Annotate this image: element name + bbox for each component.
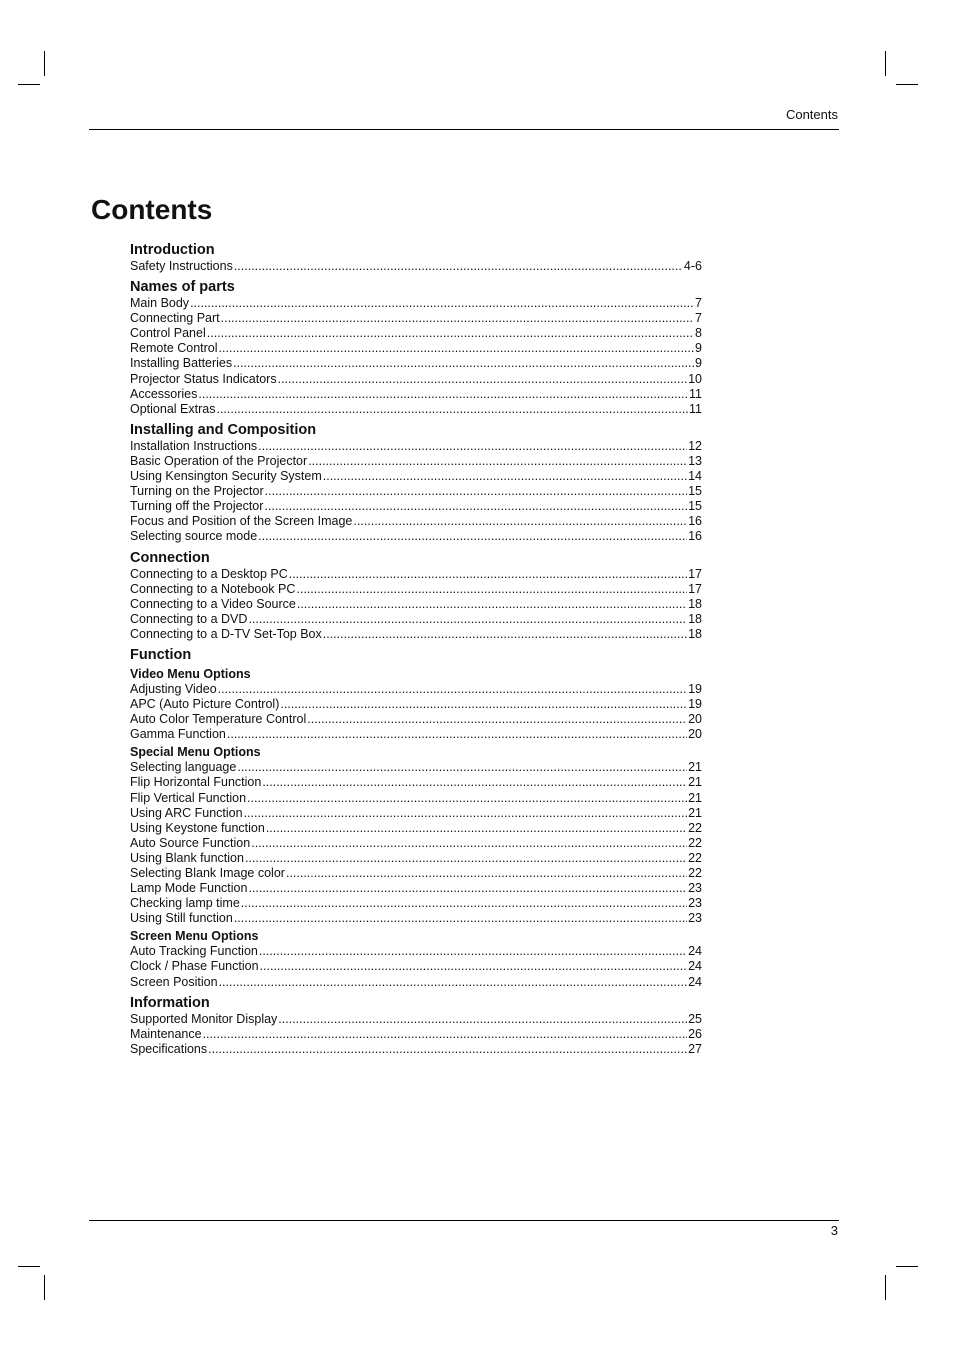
toc-entry[interactable] (130, 402, 702, 417)
toc-entry-label: Flip Vertical Function (130, 790, 247, 805)
toc-entry-label: Connecting to a Notebook PC (130, 581, 296, 596)
dot-leader (286, 866, 687, 881)
dot-leader (308, 454, 687, 469)
toc-entry[interactable] (130, 851, 702, 866)
toc-entry[interactable] (130, 911, 702, 926)
toc-entry-label: Connecting Part (130, 311, 220, 326)
crop-mark (896, 1266, 918, 1267)
toc-entry-label: Screen Position (130, 974, 218, 989)
toc-entry-page: 21 (688, 760, 702, 775)
toc-entry-page: 22 (688, 866, 702, 880)
toc-entry[interactable] (130, 612, 702, 627)
dot-leader (278, 372, 687, 387)
dot-leader (251, 836, 687, 851)
toc-entry[interactable] (130, 326, 702, 341)
toc-entry-page: 19 (688, 697, 702, 712)
toc-entry[interactable] (130, 1042, 702, 1057)
toc-entry-page: 9 (695, 356, 702, 371)
toc-subsection-title: Special Menu Options (130, 745, 261, 760)
toc-entry-label: Using Keystone function (130, 820, 265, 835)
toc-entry-label: Clock / Phase Function (130, 959, 259, 974)
toc-entry-label: Checking lamp time (130, 896, 240, 911)
dot-leader (323, 469, 687, 484)
toc-entry-page: 18 (688, 611, 702, 626)
toc-entry-page: 18 (688, 626, 702, 641)
toc-entry-page: 25 (688, 1011, 702, 1026)
toc-entry-label: Optional Extras (130, 401, 216, 416)
toc-entry[interactable] (130, 866, 702, 881)
page-number: 3 (830, 1223, 838, 1238)
toc-entry[interactable] (130, 836, 702, 851)
toc-entry-page: 27 (688, 1041, 702, 1056)
dot-leader (323, 627, 687, 642)
toc-entry-label: Adjusting Video (130, 681, 217, 696)
crop-mark (896, 84, 918, 85)
crop-mark (885, 51, 886, 76)
toc-entry[interactable] (130, 727, 702, 742)
toc-entry-label: Gamma Function (130, 727, 226, 742)
toc-entry-label: Basic Operation of the Projector (130, 453, 308, 468)
toc-entry[interactable] (130, 341, 702, 356)
toc-section (130, 646, 702, 990)
dot-leader (244, 806, 688, 821)
dot-leader (264, 499, 687, 514)
toc-entry[interactable] (130, 387, 702, 402)
toc-entry-page: 21 (688, 775, 702, 790)
crop-mark (18, 84, 40, 85)
dot-leader (245, 851, 687, 866)
toc-entry[interactable] (130, 514, 702, 529)
toc-entry-page: 4-6 (683, 259, 702, 273)
toc-entry-page: 23 (688, 911, 702, 926)
dot-leader (218, 682, 687, 697)
toc-entry-label: Safety Instructions (130, 259, 233, 273)
toc-entry-page: 21 (688, 805, 702, 820)
toc-entry-page: 13 (688, 453, 702, 468)
dot-leader (241, 896, 687, 911)
header-rule (89, 129, 839, 130)
toc-section (130, 549, 702, 642)
toc-entry-label: Connecting to a D-TV Set-Top Box (130, 626, 322, 641)
toc-entry-label: Using Kensington Security System (130, 469, 322, 484)
toc-entry-page: 11 (689, 386, 702, 401)
toc-entry-page: 16 (688, 514, 702, 529)
toc-entry-label: Using Still function (130, 911, 233, 926)
dot-leader (198, 387, 688, 402)
toc-entry-page: 23 (688, 881, 702, 896)
toc-entry-label: Auto Source Function (130, 835, 251, 850)
dot-leader (234, 259, 683, 274)
toc-entry-page: 15 (688, 484, 702, 499)
toc-entry-page: 24 (688, 944, 702, 959)
toc-section-title: Names of parts (130, 279, 235, 296)
toc-entry-page: 7 (695, 296, 702, 311)
dot-leader (233, 356, 694, 371)
toc-entry-page: 24 (688, 959, 702, 974)
toc-entry[interactable] (130, 944, 702, 959)
toc-entry[interactable] (130, 311, 702, 326)
toc-entry[interactable] (130, 567, 702, 582)
dot-leader (247, 791, 687, 806)
dot-leader (353, 514, 687, 529)
toc-entry[interactable] (130, 296, 702, 311)
dot-leader (280, 697, 687, 712)
toc-entry-page: 18 (688, 596, 702, 611)
toc-entry[interactable] (130, 356, 702, 371)
dot-leader (221, 311, 694, 326)
toc-entry-page: 10 (688, 371, 702, 386)
toc-entry-page: 22 (688, 820, 702, 835)
toc-entry-label: Auto Tracking Function (130, 944, 258, 959)
dot-leader (289, 567, 687, 582)
toc-section (130, 421, 702, 545)
toc-section-title: Information (130, 994, 210, 1011)
toc-entry-page: 9 (695, 341, 702, 356)
toc-entry-page: 8 (695, 326, 702, 341)
toc-entry[interactable] (130, 760, 702, 775)
crop-mark (44, 1275, 45, 1300)
dot-leader (265, 484, 687, 499)
running-header: Contents (785, 107, 838, 122)
toc-entry[interactable] (130, 372, 702, 387)
toc-entry-label: Installation Instructions (130, 438, 258, 453)
toc-entry-page: 15 (688, 499, 702, 514)
toc-entry[interactable] (130, 499, 702, 514)
toc-entry-page: 22 (688, 850, 702, 865)
dot-leader (237, 760, 687, 775)
toc-subsection-title: Video Menu Options (130, 666, 251, 681)
toc-entry-label: Selecting Blank Image color (130, 866, 285, 880)
dot-leader (266, 821, 687, 836)
toc-entry[interactable] (130, 682, 702, 697)
toc-entry-label: Main Body (130, 296, 190, 311)
toc-subsection (130, 667, 702, 742)
toc-entry-page: 20 (688, 712, 702, 727)
table-of-contents (130, 241, 702, 1061)
dot-leader (207, 326, 694, 341)
toc-entry-label: Connecting to a Video Source (130, 596, 296, 611)
toc-entry-label: Turning off the Projector (130, 499, 264, 514)
toc-entry-label: Supported Monitor Display (130, 1011, 278, 1026)
dot-leader (234, 911, 687, 926)
toc-entry[interactable] (130, 821, 702, 836)
toc-entry-page: 26 (688, 1026, 702, 1041)
toc-entry[interactable] (130, 806, 702, 821)
toc-entry-page: 19 (688, 681, 702, 696)
toc-entry-label: Specifications (130, 1041, 208, 1056)
toc-entry-page: 11 (689, 401, 702, 416)
toc-entry[interactable] (130, 454, 702, 469)
toc-entry-page: 21 (688, 790, 702, 805)
toc-entry-label: Installing Batteries (130, 356, 233, 371)
toc-entry[interactable] (130, 1012, 702, 1027)
dot-leader (216, 402, 688, 417)
toc-entry-page: 12 (688, 438, 702, 453)
dot-leader (297, 597, 687, 612)
toc-entry-label: Turning on the Projector (130, 484, 264, 499)
toc-entry[interactable] (130, 791, 702, 806)
dot-leader (203, 1027, 688, 1042)
toc-section-title: Connection (130, 549, 210, 566)
toc-entry-label: Selecting source mode (130, 529, 258, 544)
toc-entry-page: 23 (688, 896, 702, 911)
toc-entry[interactable] (130, 484, 702, 499)
toc-entry-label: Control Panel (130, 326, 206, 341)
toc-entry-page: 14 (688, 469, 702, 484)
dot-leader (208, 1042, 687, 1057)
toc-subsection-title: Screen Menu Options (130, 929, 259, 944)
toc-entry[interactable] (130, 896, 702, 911)
toc-entry[interactable] (130, 775, 702, 790)
dot-leader (219, 975, 688, 990)
dot-leader (248, 612, 687, 627)
dot-leader (258, 439, 687, 454)
dot-leader (258, 529, 687, 544)
toc-section (130, 278, 702, 417)
dot-leader (307, 712, 687, 727)
toc-entry-label: Connecting to a Desktop PC (130, 566, 288, 581)
toc-section (130, 241, 702, 274)
toc-entry-label: Focus and Position of the Screen Image (130, 514, 353, 529)
toc-entry[interactable] (130, 259, 702, 274)
toc-entry-label: Selecting language (130, 760, 237, 775)
toc-entry[interactable] (130, 469, 702, 484)
page-title: Contents (91, 194, 213, 225)
toc-entry-page: 20 (688, 727, 702, 742)
toc-entry[interactable] (130, 975, 702, 990)
toc-entry[interactable] (130, 697, 702, 712)
dot-leader (262, 775, 687, 790)
toc-entry-page: 17 (688, 581, 702, 596)
toc-entry[interactable] (130, 529, 702, 544)
toc-entry-label: Accessories (130, 386, 198, 401)
toc-entry[interactable] (130, 1027, 702, 1042)
toc-entry-label: Auto Color Temperature Control (130, 712, 307, 727)
toc-entry[interactable] (130, 881, 702, 896)
toc-entry-label: Using ARC Function (130, 805, 243, 820)
toc-entry-label: Projector Status Indicators (130, 371, 277, 386)
dot-leader (190, 296, 694, 311)
toc-entry[interactable] (130, 959, 702, 974)
toc-entry[interactable] (130, 582, 702, 597)
toc-subsection (130, 929, 702, 989)
toc-entry[interactable] (130, 597, 702, 612)
toc-entry-label: Using Blank function (130, 850, 244, 865)
crop-mark (18, 1266, 40, 1267)
toc-entry-label: Remote Control (130, 341, 218, 356)
toc-entry-label: Flip Horizontal Function (130, 775, 262, 790)
dot-leader (219, 341, 695, 356)
toc-section-title: Introduction (130, 242, 215, 258)
toc-entry-page: 17 (688, 566, 702, 581)
dot-leader (227, 727, 687, 742)
toc-entry[interactable] (130, 439, 702, 454)
toc-section (130, 994, 702, 1057)
crop-mark (44, 51, 45, 76)
dot-leader (278, 1012, 687, 1027)
toc-subsection (130, 745, 702, 926)
toc-entry-label: Lamp Mode Function (130, 881, 248, 896)
dot-leader (248, 881, 687, 896)
toc-section-title: Installing and Composition (130, 421, 317, 438)
toc-entry-page: 24 (688, 974, 702, 989)
toc-entry-page: 16 (688, 529, 702, 544)
toc-entry-label: APC (Auto Picture Control) (130, 697, 280, 712)
crop-mark (885, 1275, 886, 1300)
toc-entry-page: 7 (695, 311, 702, 326)
dot-leader (259, 944, 687, 959)
toc-entry[interactable] (130, 712, 702, 727)
footer-rule (89, 1220, 839, 1221)
toc-entry[interactable] (130, 627, 702, 642)
toc-entry-label: Maintenance (130, 1026, 202, 1041)
toc-entry-page: 22 (688, 835, 702, 850)
toc-entry-label: Connecting to a DVD (130, 611, 248, 626)
toc-section-title: Function (130, 646, 192, 663)
dot-leader (260, 959, 688, 974)
dot-leader (296, 582, 687, 597)
